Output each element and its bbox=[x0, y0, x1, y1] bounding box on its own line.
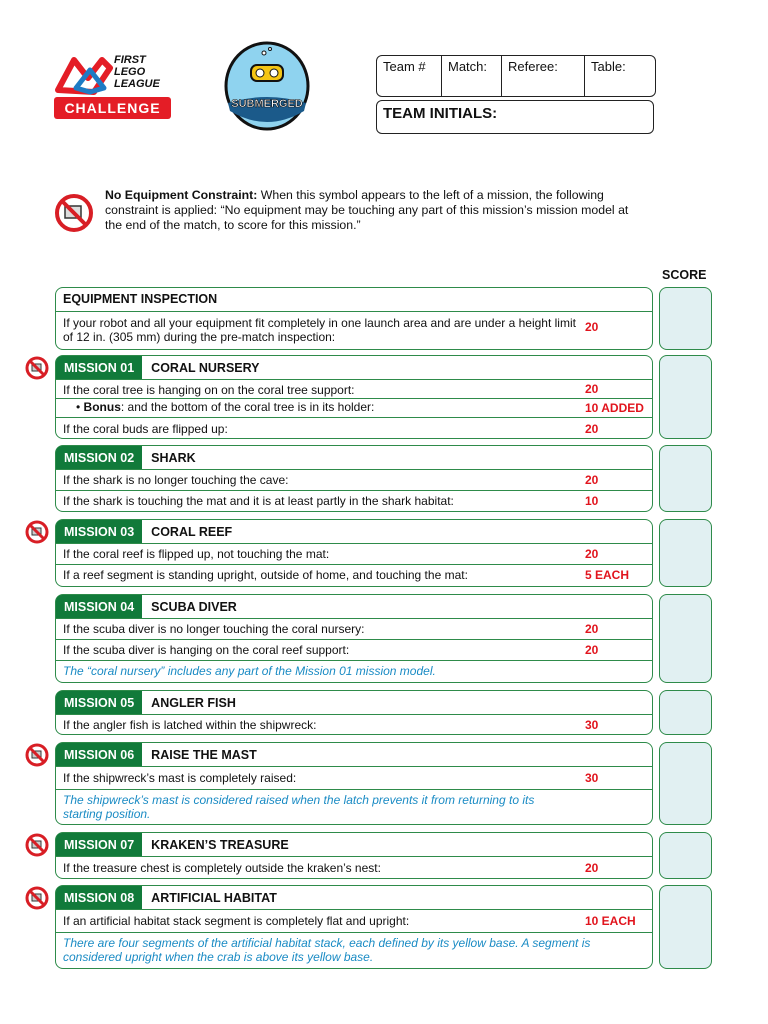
no-equipment-icon bbox=[25, 356, 49, 380]
score-column-label: SCORE bbox=[662, 268, 707, 282]
no-equipment-icon bbox=[25, 833, 49, 857]
mission-title: CORAL NURSERY bbox=[151, 360, 260, 375]
mission-06-box bbox=[55, 742, 653, 825]
mission-title: ARTIFICIAL HABITAT bbox=[151, 890, 277, 905]
score-row: If the coral buds are flipped up: 20 bbox=[63, 421, 599, 436]
mission-title: SHARK bbox=[151, 450, 196, 465]
mission-title: ANGLER FISH bbox=[151, 695, 236, 710]
mission-title: CORAL REEF bbox=[151, 524, 233, 539]
mission-title: RAISE THE MAST bbox=[151, 747, 257, 762]
mission-number: MISSION 04 bbox=[56, 595, 142, 618]
mission-08-box bbox=[55, 885, 653, 969]
bonus-row: • Bonus: and the bottom of the coral tree is in its holder: 10 ADDED bbox=[56, 399, 652, 418]
mission-number: MISSION 03 bbox=[56, 520, 142, 543]
mission-title: SCUBA DIVER bbox=[151, 599, 237, 614]
score-row: If the angler fish is latched within the shipwreck: 30 bbox=[63, 718, 599, 732]
mission-number: MISSION 01 bbox=[56, 356, 142, 379]
score-row: If the treasure chest is completely outside the kraken’s nest: 20 bbox=[63, 860, 599, 875]
score-box[interactable] bbox=[659, 445, 712, 512]
score-row: If the shipwreck’s mast is completely raised: 30 bbox=[56, 767, 652, 790]
score-box[interactable] bbox=[659, 287, 712, 350]
challenge-label: CHALLENGE bbox=[54, 97, 171, 119]
score-row: If your robot and all your equipment fit completely in one launch area and are under a height limit of 12 in. (305 mm) during the pre-match inspection: 20 bbox=[63, 316, 599, 344]
match-field[interactable]: Match: bbox=[442, 56, 502, 96]
logo-wordmark: FIRST LEGO LEAGUE bbox=[114, 54, 160, 90]
mission-number: MISSION 02 bbox=[56, 446, 142, 469]
mission-number: MISSION 05 bbox=[56, 691, 142, 714]
mission-number: MISSION 07 bbox=[56, 833, 142, 856]
score-row: If the shark is touching the mat and it is at least partly in the shark habitat: 10 bbox=[63, 494, 599, 508]
mission-02-box bbox=[55, 445, 653, 512]
mission-01-box bbox=[55, 355, 653, 439]
team-initials-field[interactable]: TEAM INITIALS: bbox=[376, 100, 654, 134]
score-row: If the coral tree is hanging on on the coral tree support: 20 bbox=[56, 380, 652, 399]
score-box[interactable] bbox=[659, 832, 712, 879]
referee-field[interactable]: Referee: bbox=[502, 56, 585, 96]
mission-note: There are four segments of the artificial habitat stack, each defined by its yellow base. A segment is considered upright when the crab is above its yellow base. bbox=[63, 936, 591, 964]
score-row: If the scuba diver is no longer touching the coral nursery: 20 bbox=[56, 619, 652, 640]
score-box[interactable] bbox=[659, 885, 712, 969]
constraint-body: When this symbol appears to the left of a mission, the following constraint is applied: “No equipment may be touching any part of this mission’s mission model at the end of the match, to score for this mission.” bbox=[105, 188, 629, 232]
mission-05-box bbox=[55, 690, 653, 735]
table-field[interactable]: Table: bbox=[591, 59, 626, 74]
mission-number: MISSION 06 bbox=[56, 743, 142, 766]
score-box[interactable] bbox=[659, 690, 712, 735]
mission-title: KRAKEN’S TREASURE bbox=[151, 837, 289, 852]
constraint-description bbox=[105, 188, 635, 233]
mission-note: The “coral nursery” includes any part of the Mission 01 mission model. bbox=[63, 664, 436, 678]
mission-07-box bbox=[55, 832, 653, 879]
submerged-badge-icon bbox=[224, 41, 310, 132]
score-row: If the shark is no longer touching the cave: 20 bbox=[56, 470, 652, 491]
match-info-row bbox=[376, 55, 656, 97]
constraint-title: No Equipment Constraint: bbox=[105, 188, 258, 202]
no-equipment-icon bbox=[25, 886, 49, 910]
score-row: If the coral reef is flipped up, not touching the mat: 20 bbox=[56, 544, 652, 565]
score-box[interactable] bbox=[659, 355, 712, 439]
equipment-title: EQUIPMENT INSPECTION bbox=[56, 288, 652, 312]
equipment-inspection-box bbox=[55, 287, 653, 350]
mission-03-box bbox=[55, 519, 653, 587]
score-row: If the scuba diver is hanging on the coral reef support: 20 bbox=[56, 640, 652, 661]
no-equipment-icon bbox=[25, 520, 49, 544]
mission-number: MISSION 08 bbox=[56, 886, 142, 909]
no-equipment-icon bbox=[54, 193, 94, 233]
no-equipment-icon bbox=[25, 743, 49, 767]
score-row: If an artificial habitat stack segment is completely flat and upright: 10 EACH bbox=[56, 910, 652, 933]
score-box[interactable] bbox=[659, 519, 712, 587]
score-box[interactable] bbox=[659, 742, 712, 825]
team-number-field[interactable]: Team # bbox=[377, 56, 442, 96]
score-row: If a reef segment is standing upright, outside of home, and touching the mat: 5 EACH bbox=[63, 568, 630, 582]
svg-text:SUBMERGED: SUBMERGED bbox=[231, 98, 303, 110]
mission-04-box bbox=[55, 594, 653, 683]
score-box[interactable] bbox=[659, 594, 712, 683]
mission-note: The shipwreck’s mast is considered raised when the latch prevents it from returning to its starting position. bbox=[63, 793, 535, 821]
